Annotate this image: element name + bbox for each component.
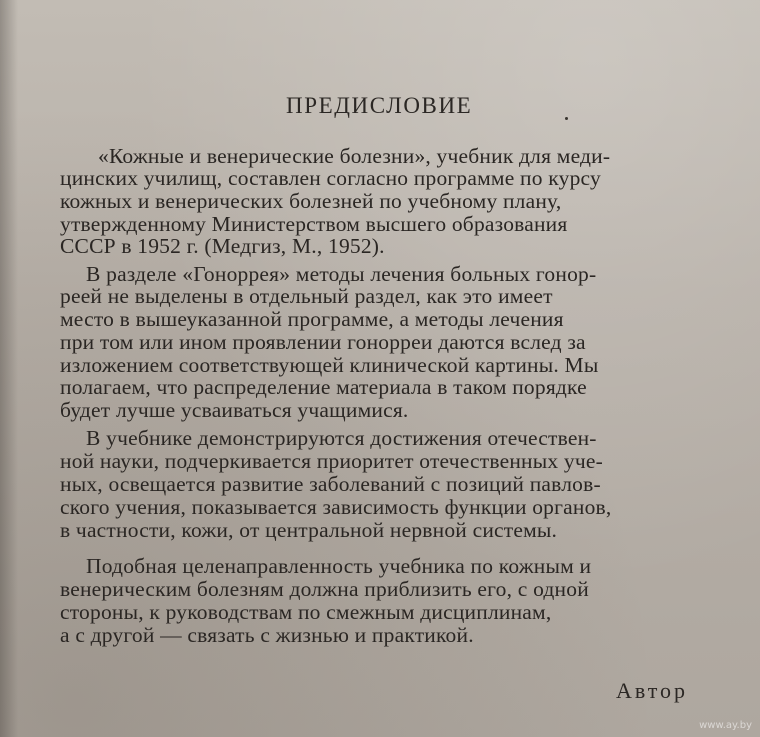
paragraph-1-line-4: утвержденному Министерством высшего образования (60, 212, 568, 236)
watermark-text: www.ay.by (699, 720, 752, 731)
author-signature: Автор (616, 678, 689, 703)
paper-speck (565, 117, 568, 120)
paragraph-2-line-7: будет лучше усваиваться учащимися. (60, 398, 409, 422)
paragraph-1-line-3: кожных и венерических болезней по учебному плану, (60, 189, 562, 213)
paragraph-4-line-1: Подобная целенаправленность учебника по кожным и (86, 554, 592, 578)
paragraph-3-line-5: в частности, кожи, от центральной нервной системы. (60, 518, 558, 542)
paragraph-2-line-3: место в вышеуказанной программе, а методы лечения (60, 307, 564, 331)
paragraph-3-line-3: ных, освещается развитие заболеваний с позиций павлов- (60, 472, 601, 496)
page-gutter-shadow (0, 0, 18, 737)
paragraph-3-line-4: ского учения, показывается зависимость функции органов, (60, 495, 612, 519)
paragraph-4-line-2: венерическим болезням должна приблизить его, с одной (60, 577, 589, 601)
paragraph-3-line-2: ной науки, подчеркивается приоритет отечественных уче- (60, 449, 603, 473)
page-title: ПРЕДИСЛОВИЕ (286, 93, 473, 118)
paragraph-2-line-6: полагаем, что распределение материала в таком порядке (60, 375, 587, 399)
paragraph-2-line-4: при том или ином проявлении гонорреи даются вслед за (60, 330, 586, 354)
paragraph-2-line-5: изложением соответствующей клинической картины. Мы (60, 353, 599, 377)
paragraph-1-line-5: СССР в 1952 г. (Медгиз, М., 1952). (60, 234, 385, 258)
paragraph-4-line-4: а с другой — связать с жизнью и практикой. (60, 623, 474, 647)
paragraph-4-line-3: стороны, к руководствам по смежным дисциплинам, (60, 600, 552, 624)
paragraph-1-line-2: цинских училищ, составлен согласно программе по курсу (60, 166, 601, 190)
paragraph-2-line-2: реей не выделены в отдельный раздел, как это имеет (60, 284, 553, 308)
paragraph-1-line-1: «Кожные и венерические болезни», учебник для меди- (98, 144, 611, 168)
paragraph-3-line-1: В учебнике демонстрируются достижения отечествен- (86, 426, 597, 450)
paragraph-2-line-1: В разделе «Гоноррея» методы лечения больных гонор- (86, 262, 597, 286)
